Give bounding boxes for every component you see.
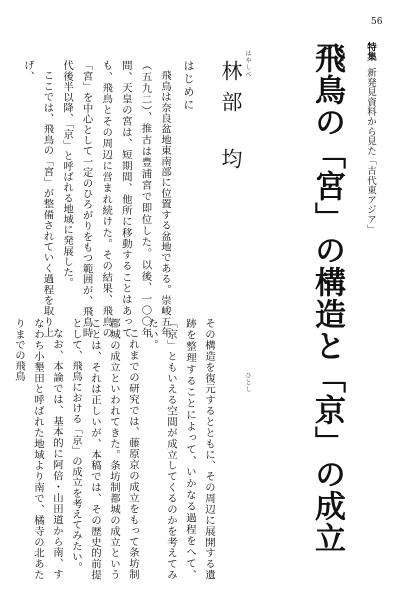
- paragraph: その構造を復元するとともに、その周辺に展開する遺跡を整理することによって、いかなる過程をへて、「京」ともいえる空間が成立してくるのかを考えてみたい。: [146, 318, 215, 580]
- feature-tag: 特集: [365, 42, 376, 62]
- paragraph: ここでは、飛鳥の「宮」が整備されていく過程を取り上げ、: [21, 60, 54, 338]
- feature-title: 新発見資料から見た「古代東アジア」: [365, 67, 376, 235]
- author-family-name: 林部: [219, 60, 243, 122]
- author-family-ruby: はやしべ: [244, 50, 251, 78]
- section-heading: はじめに: [182, 60, 195, 112]
- paragraph: これまでの研究では、藤原京の成立をもって条坊制都城の成立といわれてきた。条坊制都城の成立ということは、それは正しいが、本稿では、その歴史的前提として、飛鳥における「京」の成立を考えてみたい。: [70, 318, 139, 580]
- author-name: [216, 60, 246, 179]
- paragraph: 飛鳥は奈良盆地東南部に位置する盆地である。崇峻五年（五九二）、推古は豊浦宮で即位した。以後、一〇〇年間、天皇の宮は、短期間、他所に移動することはあっても、飛鳥とその周辺に営まれ続けた。その結果、飛鳥の「宮」を中心として一定のひろがりをもつ範囲が、飛鳥時代後半以降、「京」と呼ばれる地域に発展した。: [61, 60, 171, 338]
- author-given-ruby: ひとし: [244, 372, 251, 393]
- body-text-upper: [21, 60, 174, 338]
- body-text-lower: [13, 318, 218, 580]
- feature-series-label: [364, 42, 376, 234]
- article-title: 飛鳥の「宮」の構造と「京」の成立: [309, 42, 345, 554]
- author-given-name: 均: [219, 148, 243, 179]
- paragraph: なお、本論では、基本的に阿倍・山田道から南、すなわち小墾田と呼ばれた地域より南で、橘寺の北あたりまでの飛鳥: [13, 318, 63, 580]
- page-number: 56: [371, 17, 383, 27]
